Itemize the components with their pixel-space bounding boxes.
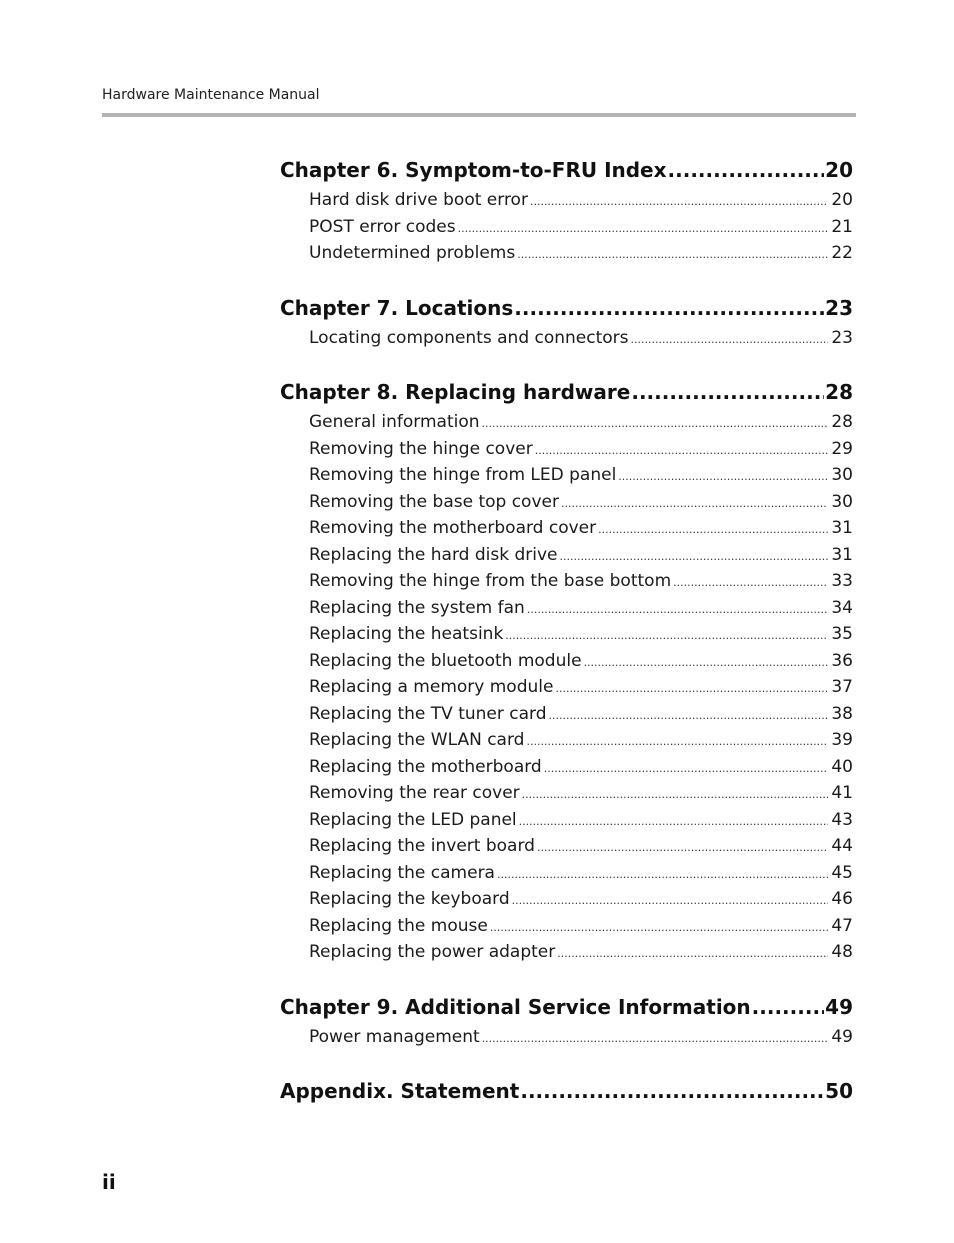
toc-entry[interactable] [309, 326, 853, 353]
chapter-page-number: 50 [825, 1079, 853, 1103]
entry-title: Undetermined problems [309, 243, 516, 263]
toc-chapter [280, 993, 853, 1052]
toc-entry[interactable] [309, 808, 853, 835]
toc-entry[interactable] [309, 861, 853, 888]
toc-entry[interactable] [309, 569, 853, 596]
toc-entry-list [280, 188, 853, 268]
toc-entry[interactable] [309, 755, 853, 782]
toc-entry[interactable] [309, 596, 853, 623]
chapter-title: Appendix. Statement [280, 1079, 520, 1103]
chapter-title: Chapter 7. Locations [280, 295, 514, 320]
dot-leader [537, 836, 828, 861]
toc-entry[interactable] [309, 241, 853, 268]
entry-page-number: 20 [831, 190, 853, 210]
dot-leader [514, 294, 824, 322]
running-header: Hardware Maintenance Manual [102, 87, 320, 103]
dot-leader [519, 810, 829, 835]
dot-leader [618, 465, 828, 490]
dot-leader [668, 156, 825, 184]
entry-title: Replacing the mouse [309, 915, 488, 936]
dot-leader [631, 378, 824, 406]
entry-title: Replacing the invert board [309, 836, 535, 856]
dot-leader [530, 190, 828, 215]
entry-page-number: 39 [831, 730, 853, 750]
entry-title: Removing the rear cover [309, 783, 520, 803]
toc-entry[interactable] [309, 940, 853, 967]
dot-leader [512, 889, 829, 914]
toc-entry[interactable] [309, 490, 853, 517]
entry-title: Replacing the motherboard [309, 756, 542, 777]
entry-page-number: 35 [831, 624, 853, 644]
entry-page-number: 31 [831, 518, 853, 538]
toc-entry[interactable] [309, 675, 853, 702]
chapter-heading[interactable] [280, 294, 853, 322]
entry-title: Locating components and connectors [309, 327, 629, 348]
dot-leader [458, 217, 829, 242]
entry-title: Removing the motherboard cover [309, 518, 597, 538]
entry-page-number: 49 [831, 1026, 853, 1047]
chapter-page-number: 23 [825, 295, 853, 320]
entry-page-number: 31 [831, 544, 853, 565]
entry-title: Removing the base top cover [309, 491, 559, 512]
toc-entry[interactable] [309, 437, 853, 464]
dot-leader [555, 677, 828, 702]
entry-page-number: 37 [831, 677, 853, 697]
toc-chapter [280, 156, 853, 268]
dot-leader [522, 783, 829, 808]
entry-title: Replacing the keyboard [309, 889, 510, 909]
entry-page-number: 23 [831, 327, 853, 348]
dot-leader [557, 942, 828, 967]
entry-title: Replacing the camera [309, 862, 495, 883]
entry-title: Replacing the power adapter [309, 942, 556, 962]
toc-chapter [280, 1077, 853, 1105]
entry-page-number: 33 [831, 571, 853, 591]
entry-title: Replacing the TV tuner card [309, 703, 547, 724]
entry-page-number: 34 [831, 597, 853, 618]
entry-page-number: 30 [831, 465, 853, 485]
toc-entry[interactable] [309, 887, 853, 914]
entry-page-number: 40 [831, 756, 853, 777]
toc-entry[interactable] [309, 622, 853, 649]
entry-page-number: 29 [831, 438, 853, 459]
entry-title: Hard disk drive boot error [309, 190, 528, 210]
toc-chapter [280, 294, 853, 353]
entry-title: Replacing the heatsink [309, 624, 504, 644]
dot-leader [526, 730, 828, 755]
dot-leader [752, 993, 825, 1021]
entry-title: Removing the hinge cover [309, 438, 533, 459]
dot-leader [535, 439, 829, 464]
entry-page-number: 38 [831, 703, 853, 724]
entry-title: Replacing the hard disk drive [309, 544, 558, 565]
toc-chapter [280, 378, 853, 967]
toc-entry[interactable] [309, 543, 853, 570]
chapter-title: Chapter 8. Replacing hardware [280, 380, 631, 404]
dot-leader [561, 492, 828, 517]
dot-leader [497, 863, 828, 888]
dot-leader [482, 412, 829, 437]
entry-page-number: 28 [831, 412, 853, 432]
entry-page-number: 36 [831, 650, 853, 671]
entry-title: Replacing the system fan [309, 597, 525, 618]
toc-entry-list [280, 410, 853, 967]
entry-title: POST error codes [309, 216, 456, 237]
header-rule [102, 113, 856, 117]
toc-entry[interactable] [309, 834, 853, 861]
dot-leader [505, 624, 828, 649]
dot-leader [560, 545, 829, 570]
toc-entry[interactable] [309, 516, 853, 543]
dot-leader [631, 328, 829, 353]
entry-title: Removing the hinge from LED panel [309, 465, 617, 485]
toc-entry[interactable] [309, 1025, 853, 1052]
dot-leader [673, 571, 828, 596]
dot-leader [527, 598, 829, 623]
chapter-heading[interactable] [280, 378, 853, 406]
entry-page-number: 46 [831, 889, 853, 909]
chapter-page-number: 28 [825, 380, 853, 404]
toc-entry[interactable] [309, 463, 853, 490]
toc-entry[interactable] [309, 215, 853, 242]
chapter-page-number: 20 [825, 158, 853, 182]
dot-leader [544, 757, 829, 782]
entry-page-number: 41 [831, 783, 853, 803]
dot-leader [490, 916, 829, 941]
chapter-page-number: 49 [825, 994, 853, 1019]
toc-entry[interactable] [309, 914, 853, 941]
chapter-heading[interactable] [280, 993, 853, 1021]
entry-title: Replacing the LED panel [309, 809, 517, 830]
toc-entry[interactable] [309, 188, 853, 215]
toc-entry[interactable] [309, 649, 853, 676]
toc-entry-list [280, 1025, 853, 1052]
dot-leader [549, 704, 829, 729]
entry-title: General information [309, 412, 480, 432]
entry-title: Replacing a memory module [309, 677, 554, 697]
entry-page-number: 45 [831, 862, 853, 883]
table-of-contents [280, 156, 853, 1131]
entry-page-number: 44 [831, 836, 853, 856]
entry-page-number: 21 [831, 216, 853, 237]
chapter-heading[interactable] [280, 1077, 853, 1105]
chapter-heading[interactable] [280, 156, 853, 184]
entry-page-number: 47 [831, 915, 853, 936]
chapter-title: Chapter 9. Additional Service Information [280, 994, 751, 1019]
entry-page-number: 22 [831, 243, 853, 263]
dot-leader [584, 651, 829, 676]
toc-entry[interactable] [309, 410, 853, 437]
chapter-title: Chapter 6. Symptom-to-FRU Index [280, 158, 667, 182]
entry-title: Power management [309, 1026, 480, 1047]
toc-entry[interactable] [309, 702, 853, 729]
page-number: ii [102, 1170, 116, 1194]
entry-title: Replacing the WLAN card [309, 730, 525, 750]
entry-page-number: 48 [831, 942, 853, 962]
dot-leader [598, 518, 828, 543]
toc-entry[interactable] [309, 728, 853, 755]
entry-page-number: 30 [831, 491, 853, 512]
dot-leader [520, 1077, 824, 1105]
entry-title: Replacing the bluetooth module [309, 650, 582, 671]
entry-page-number: 43 [831, 809, 853, 830]
dot-leader [517, 243, 828, 268]
toc-entry[interactable] [309, 781, 853, 808]
entry-title: Removing the hinge from the base bottom [309, 571, 672, 591]
toc-entry-list [280, 326, 853, 353]
dot-leader [482, 1027, 829, 1052]
